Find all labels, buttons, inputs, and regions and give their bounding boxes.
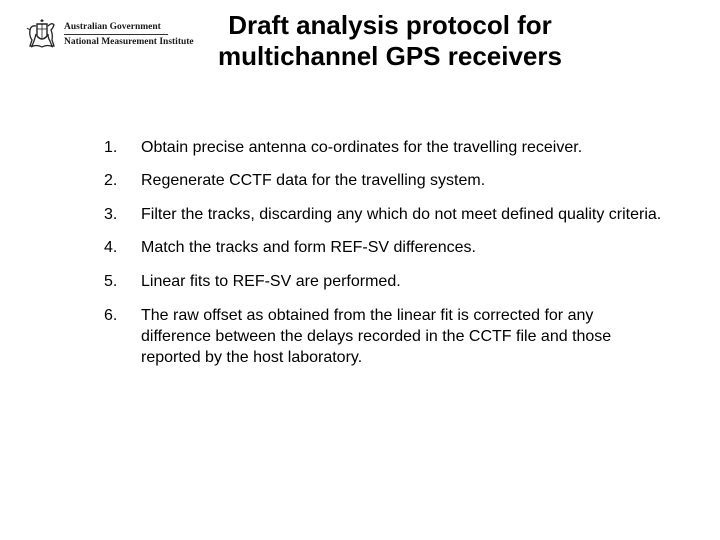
step-text: The raw offset as obtained from the linear fit is corrected for any difference between the delays recorded in the CCTF file and those reported by the host laboratory. xyxy=(141,307,612,366)
list-item xyxy=(104,170,664,191)
step-number: 5. xyxy=(104,273,118,290)
list-item xyxy=(104,137,664,158)
coat-of-arms-icon xyxy=(24,16,60,52)
organization-logo xyxy=(24,14,194,54)
step-number: 3. xyxy=(104,206,118,223)
logo-line-institute: National Measurement Institute xyxy=(64,36,194,47)
step-text: Linear fits to REF-SV are performed. xyxy=(141,273,401,290)
step-number: 6. xyxy=(104,307,118,324)
list-item xyxy=(104,204,664,225)
step-text: Regenerate CCTF data for the travelling system. xyxy=(141,172,486,189)
logo-divider xyxy=(64,34,168,35)
step-text: Obtain precise antenna co-ordinates for the travelling receiver. xyxy=(141,139,583,156)
page-title xyxy=(180,10,600,72)
step-text: Match the tracks and form REF-SV differences. xyxy=(141,239,476,256)
list-item xyxy=(104,237,664,258)
title-line-1: Draft analysis protocol for xyxy=(228,10,552,40)
list-item xyxy=(104,305,664,368)
step-number: 2. xyxy=(104,172,118,189)
step-number: 4. xyxy=(104,239,118,256)
title-line-2: multichannel GPS receivers xyxy=(218,41,562,71)
logo-line-government: Australian Government xyxy=(64,21,161,32)
protocol-steps-list xyxy=(104,137,664,368)
step-text: Filter the tracks, discarding any which do not meet defined quality criteria. xyxy=(141,206,662,223)
logo-wordmark xyxy=(64,21,194,48)
list-item xyxy=(104,271,664,292)
step-number: 1. xyxy=(104,139,118,156)
